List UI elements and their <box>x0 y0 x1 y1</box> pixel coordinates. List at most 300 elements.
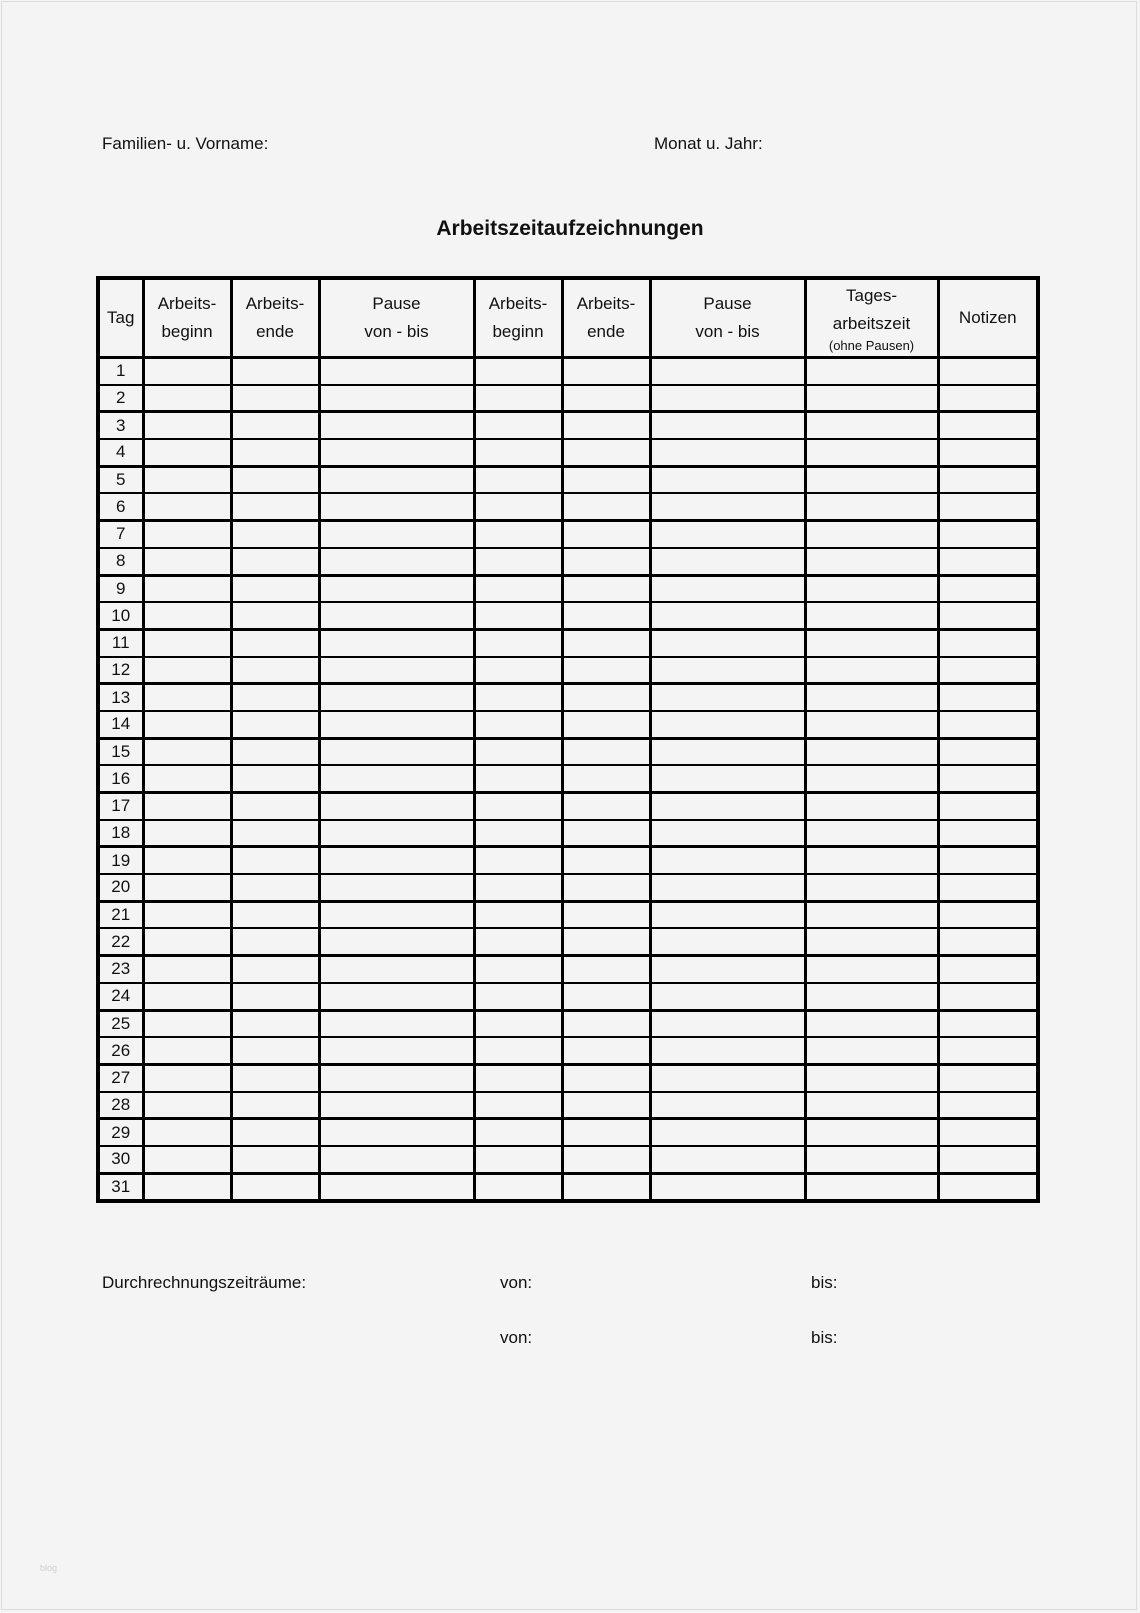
entry-cell[interactable] <box>805 1064 938 1091</box>
day-number: 4 <box>98 439 143 466</box>
day-number: 26 <box>98 1037 143 1064</box>
table-row <box>98 1037 1038 1064</box>
entry-cell[interactable] <box>562 956 650 983</box>
entry-cell[interactable] <box>650 521 805 548</box>
entry-cell[interactable] <box>805 548 938 575</box>
entry-cell[interactable] <box>938 847 1038 874</box>
column-header-4 <box>474 278 562 358</box>
entry-cell[interactable] <box>938 412 1038 439</box>
entry-cell[interactable] <box>805 1010 938 1037</box>
entry-cell[interactable] <box>231 1037 319 1064</box>
entry-cell[interactable] <box>562 793 650 820</box>
entry-cell[interactable] <box>562 820 650 847</box>
entry-cell[interactable] <box>474 1173 562 1201</box>
entry-cell[interactable] <box>143 358 231 385</box>
entry-cell[interactable] <box>805 983 938 1010</box>
entry-cell[interactable] <box>562 1146 650 1173</box>
column-header-text: Arbeits- <box>576 294 636 313</box>
entry-cell[interactable] <box>650 820 805 847</box>
entry-cell[interactable] <box>562 711 650 738</box>
entry-cell[interactable] <box>562 412 650 439</box>
entry-cell[interactable] <box>562 629 650 656</box>
entry-cell[interactable] <box>319 602 474 629</box>
table-row <box>98 1092 1038 1119</box>
entry-cell[interactable] <box>650 1037 805 1064</box>
column-header-text: ende <box>587 322 625 341</box>
entry-cell[interactable] <box>143 874 231 901</box>
entry-cell[interactable] <box>562 928 650 955</box>
entry-cell[interactable] <box>319 575 474 602</box>
entry-cell[interactable] <box>938 629 1038 656</box>
entry-cell[interactable] <box>805 493 938 520</box>
entry-cell[interactable] <box>650 901 805 928</box>
entry-cell[interactable] <box>319 1037 474 1064</box>
entry-cell[interactable] <box>805 412 938 439</box>
entry-cell[interactable] <box>231 711 319 738</box>
entry-cell[interactable] <box>805 1119 938 1146</box>
entry-cell[interactable] <box>319 1092 474 1119</box>
entry-cell[interactable] <box>562 493 650 520</box>
entry-cell[interactable] <box>474 874 562 901</box>
column-header-text: von - bis <box>364 322 429 341</box>
entry-cell[interactable] <box>474 1064 562 1091</box>
entry-cell[interactable] <box>562 521 650 548</box>
entry-cell[interactable] <box>319 657 474 684</box>
entry-cell[interactable] <box>938 711 1038 738</box>
entry-cell[interactable] <box>143 439 231 466</box>
entry-cell[interactable] <box>938 575 1038 602</box>
entry-cell[interactable] <box>562 983 650 1010</box>
entry-cell[interactable] <box>231 1092 319 1119</box>
entry-cell[interactable] <box>938 901 1038 928</box>
entry-cell[interactable] <box>650 793 805 820</box>
entry-cell[interactable] <box>474 1037 562 1064</box>
entry-cell[interactable] <box>143 521 231 548</box>
entry-cell[interactable] <box>938 765 1038 792</box>
entry-cell[interactable] <box>650 956 805 983</box>
entry-cell[interactable] <box>231 521 319 548</box>
day-number: 15 <box>98 738 143 765</box>
entry-cell[interactable] <box>143 711 231 738</box>
entry-cell[interactable] <box>143 1064 231 1091</box>
entry-cell[interactable] <box>474 521 562 548</box>
entry-cell[interactable] <box>805 521 938 548</box>
entry-cell[interactable] <box>474 466 562 493</box>
entry-cell[interactable] <box>319 1119 474 1146</box>
entry-cell[interactable] <box>938 521 1038 548</box>
day-number: 6 <box>98 493 143 520</box>
entry-cell[interactable] <box>474 956 562 983</box>
entry-cell[interactable] <box>562 358 650 385</box>
entry-cell[interactable] <box>650 684 805 711</box>
column-header-text: Pause <box>372 294 421 313</box>
entry-cell[interactable] <box>938 1092 1038 1119</box>
entry-cell[interactable] <box>938 657 1038 684</box>
entry-cell[interactable] <box>474 1010 562 1037</box>
entry-cell[interactable] <box>143 412 231 439</box>
entry-cell[interactable] <box>805 765 938 792</box>
entry-cell[interactable] <box>231 1173 319 1201</box>
entry-cell[interactable] <box>474 847 562 874</box>
entry-cell[interactable] <box>474 901 562 928</box>
entry-cell[interactable] <box>319 1064 474 1091</box>
entry-cell[interactable] <box>805 385 938 412</box>
column-header-5 <box>562 278 650 358</box>
entry-cell[interactable] <box>231 1119 319 1146</box>
entry-cell[interactable] <box>143 1037 231 1064</box>
entry-cell[interactable] <box>650 575 805 602</box>
entry-cell[interactable] <box>143 466 231 493</box>
entry-cell[interactable] <box>143 548 231 575</box>
entry-cell[interactable] <box>319 847 474 874</box>
entry-cell[interactable] <box>805 847 938 874</box>
entry-cell[interactable] <box>231 385 319 412</box>
entry-cell[interactable] <box>231 575 319 602</box>
entry-cell[interactable] <box>650 983 805 1010</box>
entry-cell[interactable] <box>805 874 938 901</box>
entry-cell[interactable] <box>231 738 319 765</box>
entry-cell[interactable] <box>231 901 319 928</box>
entry-cell[interactable] <box>650 412 805 439</box>
entry-cell[interactable] <box>650 711 805 738</box>
entry-cell[interactable] <box>938 983 1038 1010</box>
entry-cell[interactable] <box>474 548 562 575</box>
entry-cell[interactable] <box>805 629 938 656</box>
entry-cell[interactable] <box>474 1119 562 1146</box>
entry-cell[interactable] <box>650 548 805 575</box>
entry-cell[interactable] <box>474 983 562 1010</box>
table-row <box>98 1064 1038 1091</box>
entry-cell[interactable] <box>143 657 231 684</box>
entry-cell[interactable] <box>231 602 319 629</box>
entry-cell[interactable] <box>319 738 474 765</box>
entry-cell[interactable] <box>231 439 319 466</box>
table-row <box>98 738 1038 765</box>
entry-cell[interactable] <box>562 548 650 575</box>
entry-cell[interactable] <box>938 956 1038 983</box>
entry-cell[interactable] <box>143 493 231 520</box>
entry-cell[interactable] <box>231 847 319 874</box>
table-row <box>98 1010 1038 1037</box>
entry-cell[interactable] <box>650 1092 805 1119</box>
entry-cell[interactable] <box>650 657 805 684</box>
entry-cell[interactable] <box>474 1092 562 1119</box>
column-header-text: Notizen <box>958 308 1017 327</box>
entry-cell[interactable] <box>319 765 474 792</box>
entry-cell[interactable] <box>231 412 319 439</box>
table-row <box>98 575 1038 602</box>
entry-cell[interactable] <box>319 711 474 738</box>
column-header-text: Arbeits- <box>245 294 305 313</box>
entry-cell[interactable] <box>805 901 938 928</box>
entry-cell[interactable] <box>143 1092 231 1119</box>
table-header-row <box>98 278 1038 358</box>
entry-cell[interactable] <box>805 793 938 820</box>
entry-cell[interactable] <box>231 1146 319 1173</box>
entry-cell[interactable] <box>562 602 650 629</box>
entry-cell[interactable] <box>650 493 805 520</box>
entry-cell[interactable] <box>562 1037 650 1064</box>
entry-cell[interactable] <box>319 793 474 820</box>
entry-cell[interactable] <box>562 847 650 874</box>
entry-cell[interactable] <box>231 493 319 520</box>
entry-cell[interactable] <box>562 439 650 466</box>
entry-cell[interactable] <box>319 956 474 983</box>
entry-cell[interactable] <box>143 629 231 656</box>
entry-cell[interactable] <box>805 1146 938 1173</box>
entry-cell[interactable] <box>650 765 805 792</box>
column-header-text: Tages- <box>845 286 898 305</box>
entry-cell[interactable] <box>143 684 231 711</box>
entry-cell[interactable] <box>805 820 938 847</box>
entry-cell[interactable] <box>650 466 805 493</box>
entry-cell[interactable] <box>938 1173 1038 1201</box>
entry-cell[interactable] <box>562 575 650 602</box>
entry-cell[interactable] <box>938 738 1038 765</box>
day-number: 20 <box>98 874 143 901</box>
entry-cell[interactable] <box>805 439 938 466</box>
entry-cell[interactable] <box>474 602 562 629</box>
entry-cell[interactable] <box>650 1064 805 1091</box>
entry-cell[interactable] <box>143 901 231 928</box>
entry-cell[interactable] <box>474 493 562 520</box>
entry-cell[interactable] <box>231 983 319 1010</box>
entry-cell[interactable] <box>938 548 1038 575</box>
entry-cell[interactable] <box>562 1173 650 1201</box>
entry-cell[interactable] <box>143 385 231 412</box>
entry-cell[interactable] <box>650 874 805 901</box>
column-header-0 <box>98 278 143 358</box>
entry-cell[interactable] <box>231 793 319 820</box>
entry-cell[interactable] <box>319 1173 474 1201</box>
table-row <box>98 1119 1038 1146</box>
entry-cell[interactable] <box>938 928 1038 955</box>
entry-cell[interactable] <box>143 928 231 955</box>
table-row <box>98 901 1038 928</box>
entry-cell[interactable] <box>562 901 650 928</box>
entry-cell[interactable] <box>938 684 1038 711</box>
day-number: 12 <box>98 657 143 684</box>
entry-cell[interactable] <box>938 385 1038 412</box>
entry-cell[interactable] <box>474 358 562 385</box>
day-number: 29 <box>98 1119 143 1146</box>
entry-cell[interactable] <box>319 629 474 656</box>
day-number: 21 <box>98 901 143 928</box>
column-header-text: arbeitszeit <box>832 314 911 333</box>
entry-cell[interactable] <box>562 466 650 493</box>
entry-cell[interactable] <box>319 493 474 520</box>
entry-cell[interactable] <box>650 602 805 629</box>
entry-cell[interactable] <box>231 765 319 792</box>
entry-cell[interactable] <box>143 765 231 792</box>
entry-cell[interactable] <box>474 1146 562 1173</box>
entry-cell[interactable] <box>805 928 938 955</box>
entry-cell[interactable] <box>474 738 562 765</box>
table-row <box>98 874 1038 901</box>
entry-cell[interactable] <box>143 983 231 1010</box>
entry-cell[interactable] <box>805 657 938 684</box>
table-row <box>98 439 1038 466</box>
entry-cell[interactable] <box>143 847 231 874</box>
table-row <box>98 521 1038 548</box>
entry-cell[interactable] <box>474 629 562 656</box>
entry-cell[interactable] <box>231 548 319 575</box>
entry-cell[interactable] <box>319 385 474 412</box>
entry-cell[interactable] <box>319 466 474 493</box>
entry-cell[interactable] <box>231 629 319 656</box>
entry-cell[interactable] <box>231 1064 319 1091</box>
entry-cell[interactable] <box>474 765 562 792</box>
entry-cell[interactable] <box>231 956 319 983</box>
entry-cell[interactable] <box>319 684 474 711</box>
entry-cell[interactable] <box>650 439 805 466</box>
entry-cell[interactable] <box>650 1010 805 1037</box>
entry-cell[interactable] <box>805 575 938 602</box>
entry-cell[interactable] <box>319 1146 474 1173</box>
entry-cell[interactable] <box>474 412 562 439</box>
entry-cell[interactable] <box>143 1146 231 1173</box>
entry-cell[interactable] <box>650 1146 805 1173</box>
entry-cell[interactable] <box>650 385 805 412</box>
entry-cell[interactable] <box>805 956 938 983</box>
entry-cell[interactable] <box>319 983 474 1010</box>
entry-cell[interactable] <box>562 1010 650 1037</box>
entry-cell[interactable] <box>319 439 474 466</box>
entry-cell[interactable] <box>650 1173 805 1201</box>
column-header-text: von - bis <box>695 322 760 341</box>
entry-cell[interactable] <box>143 956 231 983</box>
day-number: 5 <box>98 466 143 493</box>
entry-cell[interactable] <box>938 874 1038 901</box>
entry-cell[interactable] <box>938 1064 1038 1091</box>
period2-from-label: von: <box>500 1328 533 1347</box>
day-number: 31 <box>98 1173 143 1201</box>
entry-cell[interactable] <box>562 657 650 684</box>
entry-cell[interactable] <box>319 521 474 548</box>
entry-cell[interactable] <box>231 820 319 847</box>
entry-cell[interactable] <box>938 466 1038 493</box>
entry-cell[interactable] <box>474 928 562 955</box>
entry-cell[interactable] <box>319 548 474 575</box>
entry-cell[interactable] <box>562 684 650 711</box>
entry-cell[interactable] <box>562 765 650 792</box>
entry-cell[interactable] <box>938 358 1038 385</box>
entry-cell[interactable] <box>231 928 319 955</box>
entry-cell[interactable] <box>319 412 474 439</box>
table-row <box>98 385 1038 412</box>
column-header-7 <box>805 278 938 358</box>
entry-cell[interactable] <box>562 1119 650 1146</box>
entry-cell[interactable] <box>143 820 231 847</box>
entry-cell[interactable] <box>562 874 650 901</box>
entry-cell[interactable] <box>938 1119 1038 1146</box>
entry-cell[interactable] <box>143 1173 231 1201</box>
entry-cell[interactable] <box>938 602 1038 629</box>
entry-cell[interactable] <box>938 1146 1038 1173</box>
entry-cell[interactable] <box>650 1119 805 1146</box>
day-number: 13 <box>98 684 143 711</box>
entry-cell[interactable] <box>562 1092 650 1119</box>
entry-cell[interactable] <box>805 1037 938 1064</box>
entry-cell[interactable] <box>938 1010 1038 1037</box>
entry-cell[interactable] <box>319 901 474 928</box>
entry-cell[interactable] <box>805 711 938 738</box>
entry-cell[interactable] <box>474 575 562 602</box>
entry-cell[interactable] <box>231 657 319 684</box>
entry-cell[interactable] <box>805 602 938 629</box>
entry-cell[interactable] <box>805 466 938 493</box>
entry-cell[interactable] <box>805 358 938 385</box>
entry-cell[interactable] <box>474 657 562 684</box>
column-header-note: (ohne Pausen) <box>828 338 915 353</box>
entry-cell[interactable] <box>474 711 562 738</box>
entry-cell[interactable] <box>474 684 562 711</box>
entry-cell[interactable] <box>143 793 231 820</box>
time-record-table <box>96 276 1040 1203</box>
day-number: 22 <box>98 928 143 955</box>
entry-cell[interactable] <box>938 439 1038 466</box>
entry-cell[interactable] <box>805 738 938 765</box>
watermark: blog <box>40 1563 58 1573</box>
day-number: 27 <box>98 1064 143 1091</box>
entry-cell[interactable] <box>474 439 562 466</box>
entry-cell[interactable] <box>474 793 562 820</box>
day-number: 9 <box>98 575 143 602</box>
entry-cell[interactable] <box>805 1173 938 1201</box>
entry-cell[interactable] <box>650 847 805 874</box>
entry-cell[interactable] <box>231 1010 319 1037</box>
entry-cell[interactable] <box>231 358 319 385</box>
entry-cell[interactable] <box>319 358 474 385</box>
entry-cell[interactable] <box>650 738 805 765</box>
entry-cell[interactable] <box>650 629 805 656</box>
entry-cell[interactable] <box>231 874 319 901</box>
entry-cell[interactable] <box>143 738 231 765</box>
entry-cell[interactable] <box>231 466 319 493</box>
table-row <box>98 602 1038 629</box>
entry-cell[interactable] <box>143 602 231 629</box>
entry-cell[interactable] <box>938 493 1038 520</box>
column-header-text: beginn <box>161 322 213 341</box>
table-row <box>98 548 1038 575</box>
entry-cell[interactable] <box>562 385 650 412</box>
entry-cell[interactable] <box>474 820 562 847</box>
entry-cell[interactable] <box>650 928 805 955</box>
entry-cell[interactable] <box>319 874 474 901</box>
entry-cell[interactable] <box>938 1037 1038 1064</box>
entry-cell[interactable] <box>650 358 805 385</box>
entry-cell[interactable] <box>562 1064 650 1091</box>
table-row <box>98 928 1038 955</box>
table-row <box>98 983 1038 1010</box>
entry-cell[interactable] <box>319 928 474 955</box>
entry-cell[interactable] <box>231 684 319 711</box>
entry-cell[interactable] <box>805 1092 938 1119</box>
entry-cell[interactable] <box>143 1010 231 1037</box>
entry-cell[interactable] <box>143 575 231 602</box>
entry-cell[interactable] <box>319 1010 474 1037</box>
entry-cell[interactable] <box>143 1119 231 1146</box>
day-number: 10 <box>98 602 143 629</box>
table-row <box>98 1146 1038 1173</box>
entry-cell[interactable] <box>562 738 650 765</box>
entry-cell[interactable] <box>319 820 474 847</box>
period1-to-label: bis: <box>811 1273 838 1292</box>
entry-cell[interactable] <box>938 793 1038 820</box>
entry-cell[interactable] <box>474 385 562 412</box>
entry-cell[interactable] <box>805 684 938 711</box>
entry-cell[interactable] <box>938 820 1038 847</box>
